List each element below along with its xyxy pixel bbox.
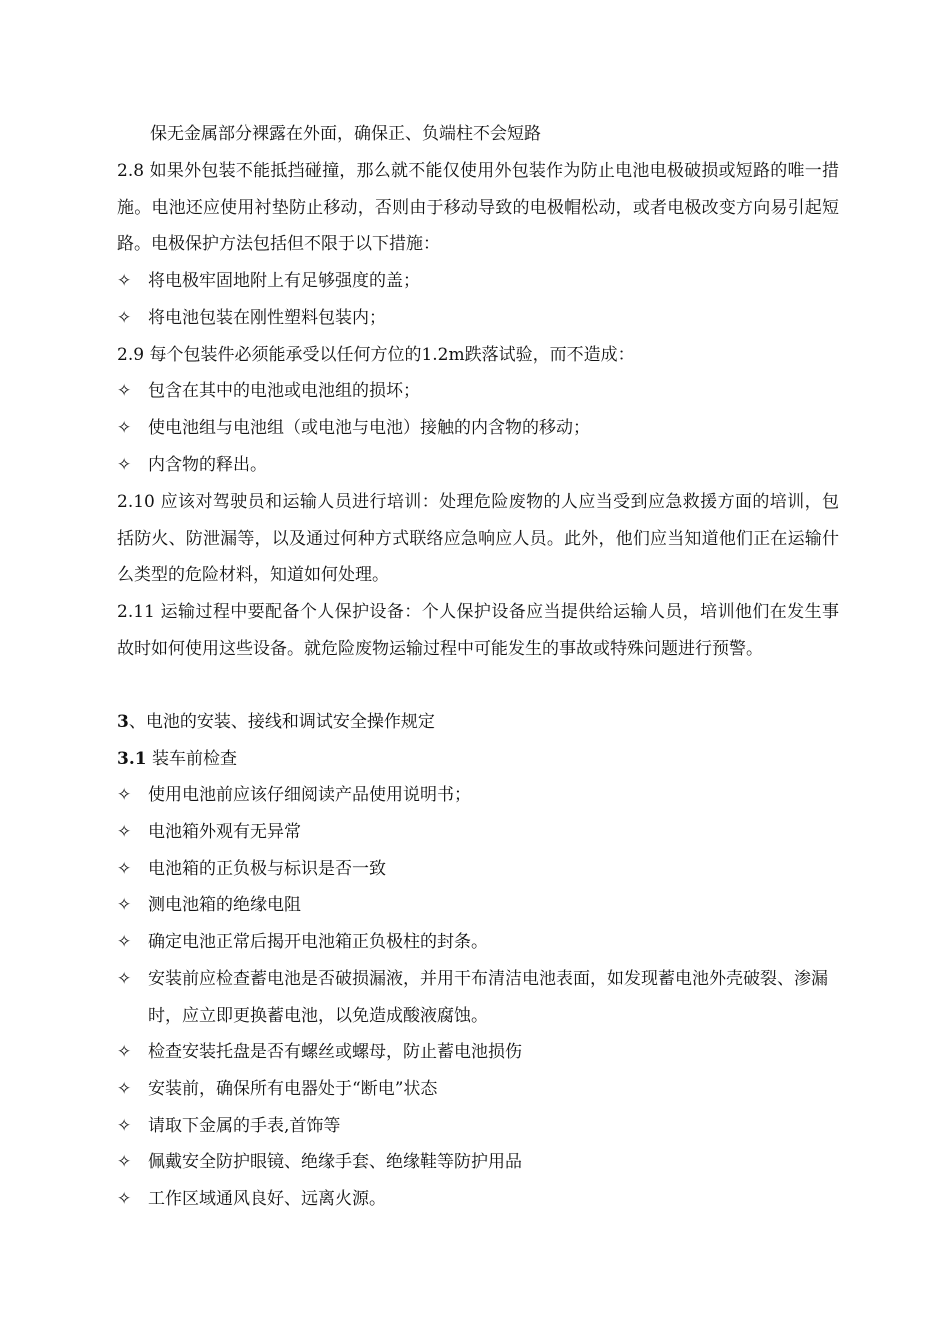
bullet-icon: ✧	[117, 859, 132, 879]
bullet-icon: ✧	[117, 895, 132, 915]
bullet-icon: ✧	[117, 932, 132, 952]
bullet-text: 确定电池正常后揭开电池箱正负极柱的封条。	[148, 932, 488, 952]
bullet-text: 安装前，确保所有电器处于“断电”状态	[148, 1079, 438, 1099]
bullet-item	[117, 263, 839, 300]
bullet-text: 使用电池前应该仔细阅读产品使用说明书；	[148, 785, 471, 805]
bullet-icon: ✧	[117, 381, 132, 401]
bullet-item	[117, 1071, 839, 1108]
bullet-item	[117, 961, 839, 1034]
section-title: 、电池的安装、接线和调试安全操作规定	[128, 712, 435, 732]
bullet-text: 内含物的释出。	[148, 455, 267, 475]
bullet-text: 电池箱的正负极与标识是否一致	[148, 859, 386, 879]
bullet-item	[117, 851, 839, 888]
bullet-item	[117, 300, 839, 337]
bullet-icon: ✧	[117, 271, 132, 291]
bullet-item	[117, 924, 839, 961]
bullet-icon: ✧	[117, 1152, 132, 1172]
section-3-1-heading	[117, 741, 839, 778]
bullet-text: 工作区域通风良好、远离火源。	[148, 1189, 386, 1209]
section-number: 3	[117, 712, 129, 732]
clause-2-10: 2.10 应该对驾驶员和运输人员进行培训：处理危险废物的人应当受到应急救援方面的培训，包括防火、防泄漏等，以及通过何种方式联络应急响应人员。此外，他们应当知道他们正在运输什么类型的危险材料，知道如何处理。	[117, 492, 839, 586]
bullet-text: 请取下金属的手表,首饰等	[148, 1116, 341, 1136]
clause-2-11: 2.11 运输过程中要配备个人保护设备：个人保护设备应当提供给运输人员，培训他们在发生事故时如何使用这些设备。就危险废物运输过程中可能发生的事故或特殊问题进行预警。	[117, 602, 839, 659]
bullet-text: 测电池箱的绝缘电阻	[148, 895, 301, 915]
section-3-heading	[117, 704, 839, 741]
clause-2-9: 2.9 每个包装件必须能承受以任何方位的1.2m跌落试验，而不造成：	[117, 345, 635, 365]
bullet-icon: ✧	[117, 785, 132, 805]
clause-2-8: 2.8 如果外包装不能抵挡碰撞，那么就不能仅使用外包装作为防止电池电极破损或短路的唯一措施。电池还应使用衬垫防止移动，否则由于移动导致的电极帽松动，或者电极改变方向易引起短路。电极保护方法包括但不限于以下措施：	[117, 161, 839, 255]
bullet-text: 电池箱外观有无异常	[148, 822, 301, 842]
bullet-text: 安装前应检查蓄电池是否破损漏液，并用干布清洁电池表面，如发现蓄电池外壳破裂、渗漏时，应立即更换蓄电池，以免造成酸液腐蚀。	[148, 969, 828, 1026]
bullet-item	[117, 814, 839, 851]
bullet-icon: ✧	[117, 1116, 132, 1136]
bullet-icon: ✧	[117, 1079, 132, 1099]
bullet-text: 包含在其中的电池或电池组的损坏；	[148, 381, 420, 401]
bullet-icon: ✧	[117, 455, 132, 475]
bullet-icon: ✧	[117, 1189, 132, 1209]
bullet-item	[117, 1181, 839, 1218]
bullet-item	[117, 447, 839, 484]
bullet-item	[117, 373, 839, 410]
bullet-item	[117, 1144, 839, 1181]
bullet-text: 将电极牢固地附上有足够强度的盖；	[148, 271, 420, 291]
bullet-icon: ✧	[117, 822, 132, 842]
subsection-number: 3.1	[117, 749, 147, 769]
bullet-item	[117, 1034, 839, 1071]
bullet-item	[117, 1108, 839, 1145]
bullet-icon: ✧	[117, 308, 132, 328]
bullet-text: 佩戴安全防护眼镜、绝缘手套、绝缘鞋等防护用品	[148, 1152, 522, 1172]
bullet-icon: ✧	[117, 969, 132, 989]
bullet-icon: ✧	[117, 418, 132, 438]
bullet-item	[117, 887, 839, 924]
bullet-item	[117, 777, 839, 814]
bullet-text: 使电池组与电池组（或电池与电池）接触的内含物的移动；	[148, 418, 590, 438]
bullet-item	[117, 410, 839, 447]
subsection-title: 装车前检查	[146, 749, 237, 769]
bullet-text: 将电池包装在刚性塑料包装内；	[148, 308, 386, 328]
bullet-icon: ✧	[117, 1042, 132, 1062]
continuation-line: 保无金属部分裸露在外面，确保正、负端柱不会短路	[150, 124, 541, 144]
bullet-text: 检查安装托盘是否有螺丝或螺母，防止蓄电池损伤	[148, 1042, 522, 1062]
